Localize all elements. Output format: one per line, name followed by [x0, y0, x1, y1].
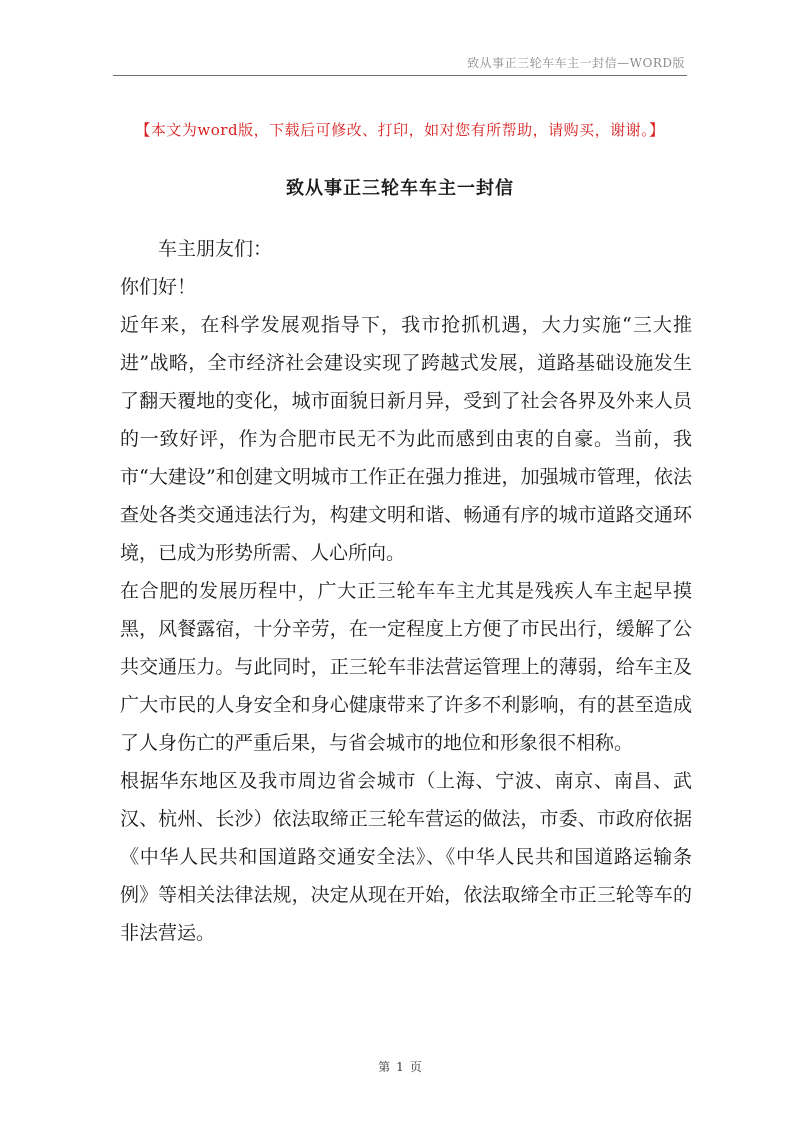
paragraph-2: 在合肥的发展历程中，广大正三轮车车主尤其是残疾人车主起早摸黑，风餐露宿，十分辛劳，在一定程度上方便了市民出行，缓解了公共交通压力。与此同时，正三轮车非法营运管理上的薄弱，给车主及广大市民的人身安全和身心健康带来了许多不利影响，有的甚至造成了人身伤亡的严重后果，与省会城市的地位和形象很不相称。 — [120, 580, 692, 754]
page-number: 1 — [396, 1060, 404, 1074]
salutation: 车主朋友们： — [158, 238, 273, 260]
header-divider — [113, 75, 687, 76]
greeting: 你们好！ — [120, 276, 197, 298]
paragraph-3: 根据华东地区及我市周边省会城市（上海、宁波、南京、南昌、武汉、杭州、长沙）依法取缔正三轮车营运的做法，市委、市政府依据《中华人民共和国道路交通安全法》、《中华人民共和国道路运输条例》等相关法律法规，决定从现在开始，依法取缔全市正三轮等车的非法营运。 — [120, 770, 692, 944]
page-label-suffix: 页 — [409, 1060, 422, 1074]
document-title: 致从事正三轮车车主一封信 — [286, 178, 514, 199]
paragraph-1: 近年来，在科学发展观指导下，我市抢抓机遇，大力实施“三大推进”战略，全市经济社会建设实现了跨越式发展，道路基础设施发生了翻天覆地的变化，城市面貌日新月异，受到了社会各界及外来人员的一致好评，作为合肥市民无不为此而感到由衷的自豪。当前，我市“大建设”和创建文明城市工作正在强力推进，加强城市管理，依法查处各类交通违法行为，构建文明和谐、畅通有序的城市道路交通环境，已成为形势所需、人心所向。 — [120, 314, 692, 564]
page-label-prefix: 第 — [378, 1060, 391, 1074]
document-body — [120, 230, 692, 952]
running-header-title: 致从事正三轮车车主一封信—WORD版 — [467, 56, 685, 70]
page-footer — [0, 1058, 800, 1075]
download-notice: 【本文为word版，下载后可修改、打印，如对您有所帮助，请购买，谢谢。】 — [135, 121, 665, 139]
